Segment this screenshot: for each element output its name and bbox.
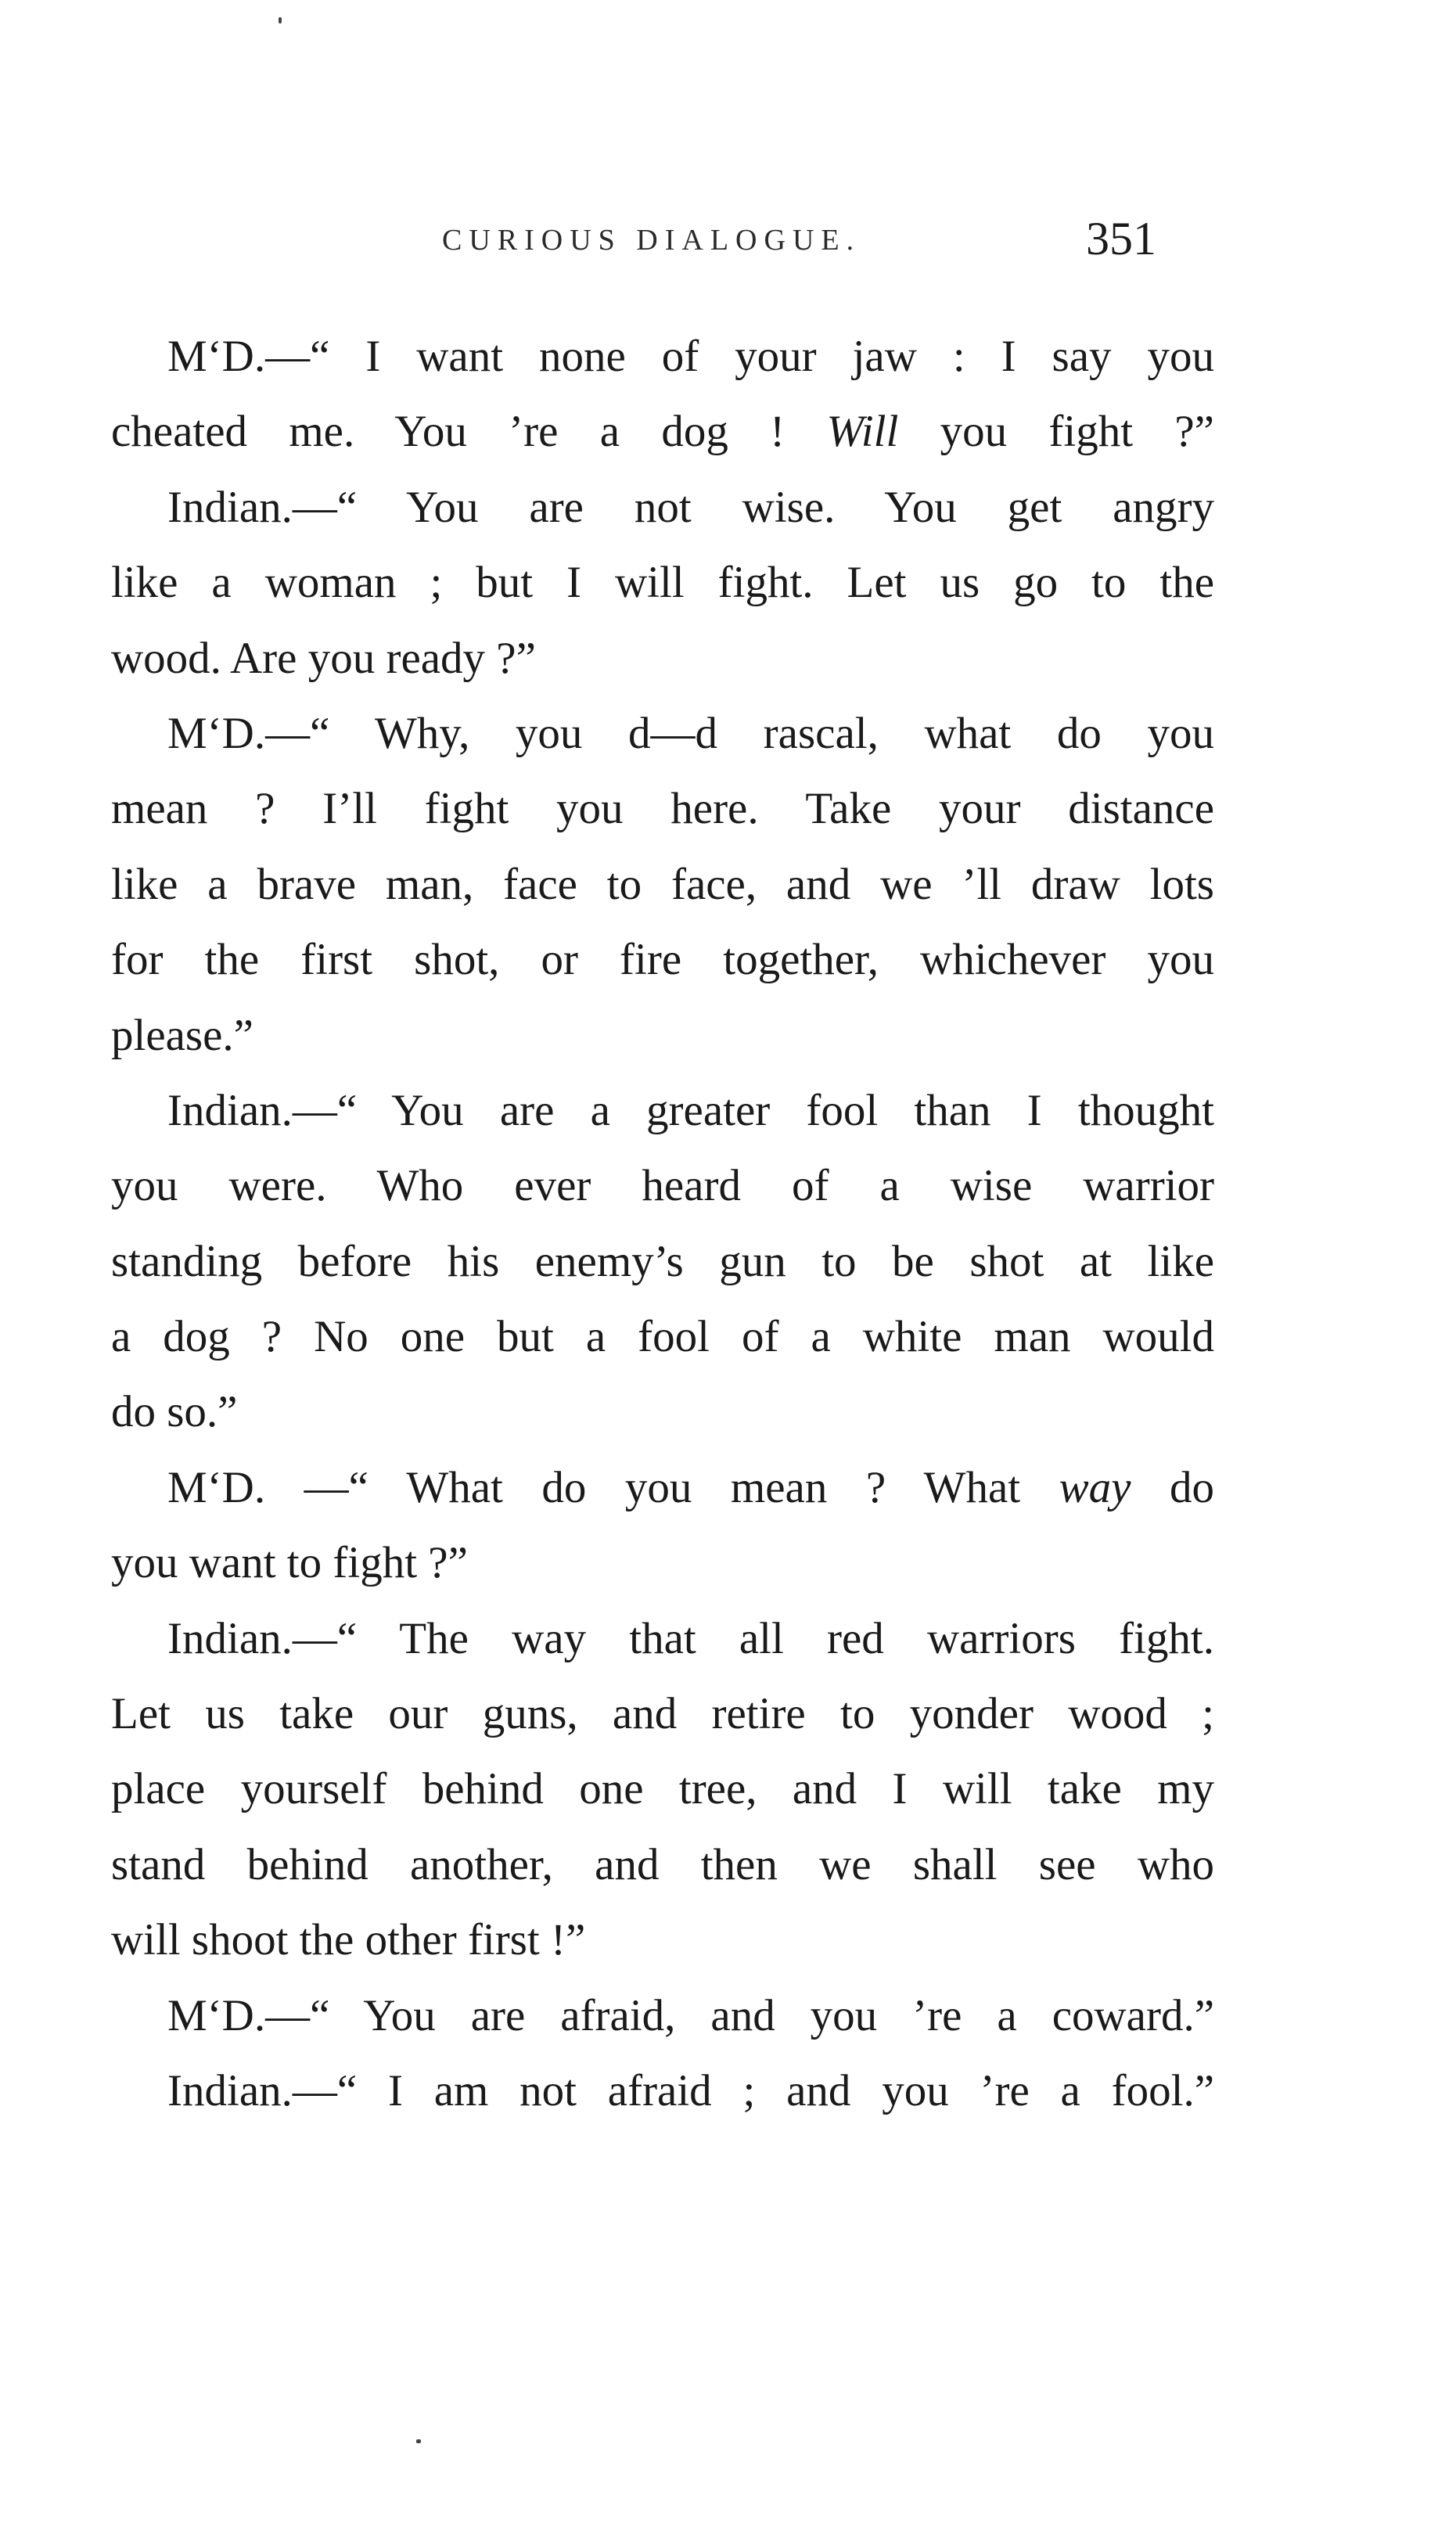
text-segment: you fight ?” xyxy=(898,407,1214,457)
text-segment: a dog ? No one but a fool of a white man would xyxy=(111,1312,1214,1362)
text-segment: you want to fight ?” xyxy=(111,1538,468,1588)
text-line xyxy=(111,394,1214,469)
text-segment: cheated me. You ’re a dog ! xyxy=(111,407,827,457)
text-segment: do xyxy=(1131,1462,1215,1512)
text-line xyxy=(111,1677,1214,1752)
text-line xyxy=(111,1601,1214,1677)
text-line xyxy=(111,1224,1214,1299)
text-segment: M‘D.—“ I want none of your jaw : I say you xyxy=(167,332,1214,381)
text-segment: Indian.—“ You are not wise. You get angry xyxy=(167,482,1214,532)
text-segment: Let us take our guns, and retire to yonder wood ; xyxy=(111,1689,1214,1739)
text-segment: standing before his enemy’s gun to be shot at like xyxy=(111,1236,1214,1286)
body-text xyxy=(111,319,1214,2129)
text-line xyxy=(111,470,1214,545)
text-line xyxy=(111,771,1214,846)
text-line xyxy=(111,1828,1214,1903)
text-segment: Indian.—“ The way that all red warriors fight. xyxy=(167,1613,1214,1663)
text-segment: M‘D.—“ You are afraid, and you ’re a coward.” xyxy=(167,1990,1214,2040)
text-segment: like a brave man, face to face, and we ’ll draw lots xyxy=(111,859,1214,909)
text-segment: like a woman ; but I will fight. Let us go to the xyxy=(111,558,1214,608)
text-segment: wood. Are you ready ?” xyxy=(111,633,536,683)
text-line xyxy=(111,847,1214,922)
running-head xyxy=(0,213,1456,286)
text-line xyxy=(111,2054,1214,2129)
text-line xyxy=(111,1526,1214,1601)
text-line xyxy=(111,1299,1214,1375)
running-title: CURIOUS DIALOGUE. xyxy=(442,224,861,257)
text-segment: please.” xyxy=(111,1010,253,1060)
italic-text: Will xyxy=(826,407,899,457)
text-line xyxy=(111,545,1214,620)
page-number: 351 xyxy=(1086,213,1156,264)
text-line xyxy=(111,319,1214,394)
text-segment: for the first shot, or fire together, whichever you xyxy=(111,935,1214,985)
text-line xyxy=(111,1903,1214,1978)
text-line xyxy=(111,1148,1214,1224)
text-line xyxy=(111,1073,1214,1148)
text-segment: M‘D.—“ Why, you d—d rascal, what do you xyxy=(167,708,1214,758)
ink-speck xyxy=(279,17,282,23)
text-line xyxy=(111,621,1214,696)
text-segment: Indian.—“ You are a greater fool than I thought xyxy=(167,1085,1214,1135)
text-line xyxy=(111,1375,1214,1450)
ink-speck xyxy=(416,2439,421,2443)
text-segment: M‘D. —“ What do you mean ? What xyxy=(167,1462,1059,1512)
text-segment: Indian.—“ I am not afraid ; and you ’re a fool.” xyxy=(167,2065,1214,2115)
text-segment: will shoot the other first !” xyxy=(111,1915,586,1965)
text-segment: you were. Who ever heard of a wise warrior xyxy=(111,1161,1214,1211)
text-line xyxy=(111,922,1214,997)
text-line xyxy=(111,998,1214,1073)
text-segment: mean ? I’ll fight you here. Take your distance xyxy=(111,784,1214,834)
text-line xyxy=(111,696,1214,771)
text-line xyxy=(111,1752,1214,1827)
text-segment: place yourself behind one tree, and I will take my xyxy=(111,1764,1214,1814)
text-segment: stand behind another, and then we shall see who xyxy=(111,1839,1214,1889)
text-line xyxy=(111,1450,1214,1526)
text-line xyxy=(111,1979,1214,2054)
text-segment: do so.” xyxy=(111,1387,238,1437)
italic-text: way xyxy=(1059,1462,1131,1512)
